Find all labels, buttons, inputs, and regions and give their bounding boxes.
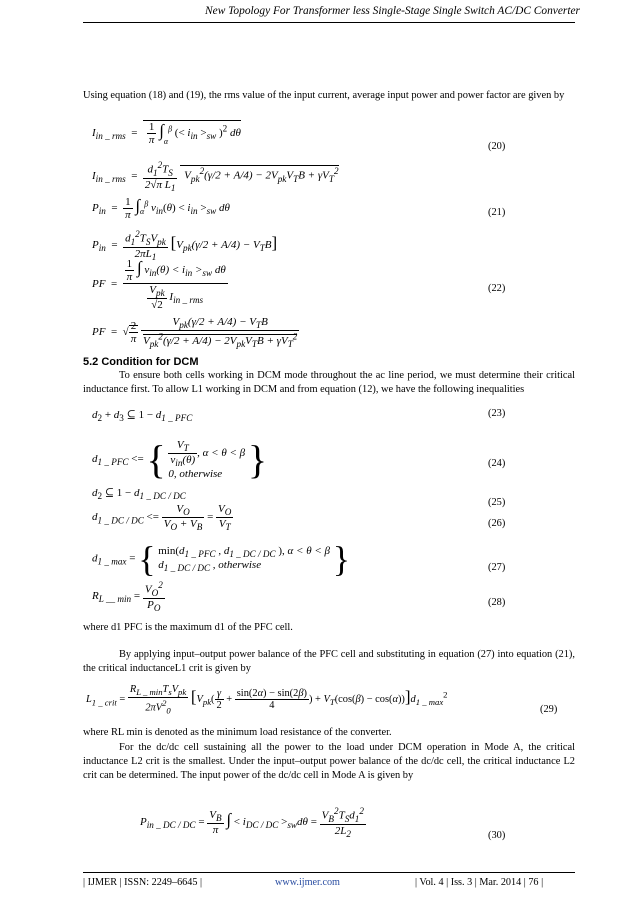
footer-url[interactable]: www.ijmer.com — [275, 877, 340, 888]
equation-30: $P_{in \_ DC / DC}$ = $\frac{V_B}{\pi}$ ∫ < $i_{DC / DC} >_{sw}d\theta$ = $\frac{V_B^2T_Sd_1^2}{2L_2}$ — [140, 806, 364, 840]
eqno-28: (28) — [488, 597, 506, 608]
equation-pin: $P_{in}$ = $\frac{1}{\pi}$ $\int_\alpha^\beta$ $v_{in}(\theta) < i_{in} >_{sw}$ dθ — [92, 196, 230, 221]
balance-paragraph: By applying input–output power balance of the PFC cell and substituting in equation (27) into equation (21), the critical inductanceL1 crit is given by — [83, 649, 575, 674]
running-header: New Topology For Transformer less Single-Stage Single Switch AC/DC Converter — [205, 5, 580, 17]
eqno-26: (26) — [488, 518, 506, 529]
equation-25: $d_2$ ⊆ $1 - d_{1 \_ DC / DC}$ — [92, 487, 186, 502]
footer-journal: | IJMER | ISSN: 2249–6645 | — [83, 877, 203, 888]
intro-paragraph: Using equation (18) and (19), the rms value of the input current, average input power and power factor are given by — [83, 90, 565, 101]
equation-23: $d_2 + d_3$ ⊆ $1 - d_{1 \_ PFC}$ — [92, 409, 193, 424]
eqno-29: (29) — [540, 704, 558, 715]
eqno-22: (22) — [488, 283, 506, 294]
footer-volume: | Vol. 4 | Iss. 3 | Mar. 2014 | 76 | — [415, 877, 544, 888]
equation-irms: $I_{in \_ rms}$ = $\frac{1}{\pi}$ $\int_\alpha^\beta$ (< $i_{in} >_{sw}$ )$^2$ dθ — [92, 121, 241, 147]
equation-26: $d_{1 \_ DC / DC}$ <= $\frac{V_O}{V_O + V_B}$ = $\frac{V_O}{V_T}$ — [92, 503, 232, 533]
equation-irms-expanded: $I_{in \_ rms}$ = $\frac{d_1^2T_S}{2√\pi L_1}$ $V_{pk}^2(\gamma/2 + A/4) - 2V_{pk}V_TB + \gamma V_T^2$ — [92, 160, 339, 194]
d1-note: where d1 PFC is the maximum d1 of the PFC cell. — [83, 622, 293, 633]
equation-29: $L_{1 \_ crit}$ = $\frac{R_{L \_ min}T_sV_{pk}}{2\pi V^2_0}$ [$V_{pk}$( $\frac{\gamma}{2}$ + $\frac{\sin(2\alpha) - \sin(2\beta)}{4}$ ) + $V_T(\cos(\beta) - \cos(\alpha))]d_{1 \_ max}^2$ — [86, 684, 448, 716]
eqno-30: (30) — [488, 830, 506, 841]
dcm-paragraph: To ensure both cells working in DCM mode throughout the ac line period, we must determine their critical inductance first. To allow L1 working in DCM and from equation (12), we have the following inequalities — [83, 370, 575, 395]
eqno-23: (23) — [488, 408, 506, 419]
eqno-24: (24) — [488, 458, 506, 469]
section-heading: 5.2 Condition for DCM — [83, 356, 199, 368]
mode-a-paragraph: For the dc/dc cell sustaining all the power to the load under DCM operation in Mode A, the critical inductance L2 crit is the smallest. Under the input–output power balance of the dc/dc cell, the critical inductance L2 crit can be determined. The input power of the dc/dc cell in Mode A is given by — [83, 742, 575, 781]
rl-note: where RL min is denoted as the minimum load resistance of the converter. — [83, 727, 392, 738]
eqno-20: (20) — [488, 141, 506, 152]
equation-pin-expanded: $P_{in}$ = $\frac{d_1^2T_SV_{pk}}{2\pi L_1}$ $[V_{pk}(\gamma/2 + A/4) - V_TB]$ — [92, 229, 278, 263]
header-rule — [83, 22, 575, 23]
equation-pf-expanded: PF = √ $\frac{2}{\pi}$ $\frac{V_{pk}(\gamma/2 + A/4) - V_TB}{V_{pk}^2(\gamma/2 + A/4) - 2V_{pk}V_TB + \gamma V_T^2}$ — [92, 316, 298, 350]
eqno-21: (21) — [488, 207, 506, 218]
equation-28: $R_{L \_\_ min}$ = $\frac{V_O^2}{P_O}$ — [92, 580, 163, 614]
equation-27: $d_{1 \_ max}$ = { $\min(d_{1 \_ PFC}$ , $d_{1 \_ DC / DC}$ ), α < θ < β $d_{1 \_ DC / DC}$ , otherwise } — [92, 539, 351, 579]
footer-rule — [83, 872, 575, 873]
equation-24: $d_{1 \_ PFC}$ <= { $\frac{V_T}{v_{in}(\theta)}$ , α < θ < β 0, otherwise } — [92, 437, 268, 482]
eqno-25: (25) — [488, 497, 506, 508]
equation-pf: PF = $\frac{1}{\pi}$ ∫ $v_{in}(\theta) < i_{in} >_{sw}$ dθ $\frac{V_{pk}}{√2}$ $I_{in \_ rms}$ — [92, 258, 226, 312]
eqno-27: (27) — [488, 562, 506, 573]
